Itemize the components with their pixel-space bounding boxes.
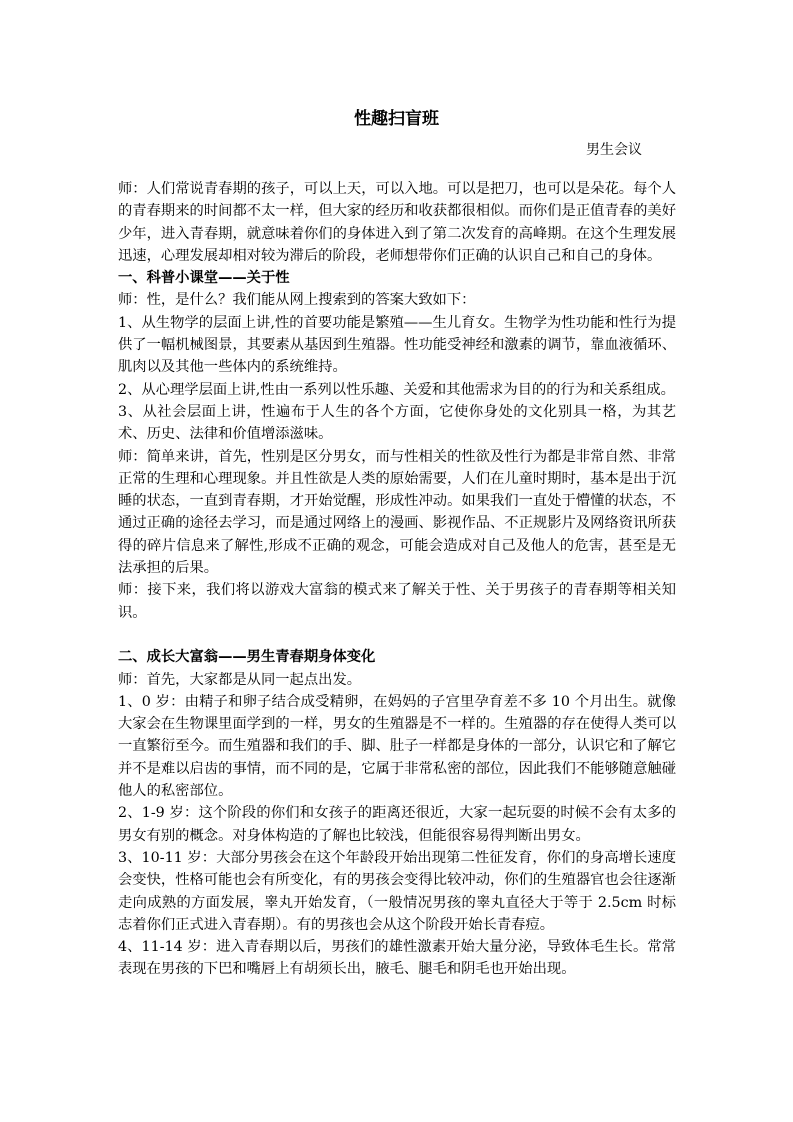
document-title: 性趣扫盲班 (354, 109, 439, 129)
document-body (118, 178, 676, 981)
intro-paragraph: 师：人们常说青春期的孩子，可以上天，可以入地。可以是把刀，也可以是朵花。每个人的青春期来的时间都不太一样，但大家的经历和收获都很相似。而你们是正值青春的美好少年，进入青春期，就意味着你们的身体进入到了第二次发育的高峰期。在这个生理发展迅速，心理发展却相对较为滞后的阶段，老师想带你们正确的认识自己和自己的身体。 (118, 181, 676, 264)
section-1-paragraph-6: 师：接下来，我们将以游戏大富翁的模式来了解关于性、关于男孩子的青春期等相关知识。 (118, 582, 676, 621)
section-1-paragraph-2: 1、从生物学的层面上讲,性的首要功能是繁殖——生儿育女。生物学为性功能和性行为提供了一幅机械图景，其要素从基因到生殖器。性功能受神经和激素的调节，靠血液循环、肌肉以及其他一些体内的系统维持。 (118, 314, 676, 376)
section-1-paragraph-4: 3、从社会层面上讲，性遍布于人生的各个方面，它使你身处的文化别具一格，为其艺术、历史、法律和价值增添滋味。 (118, 403, 676, 443)
section-2-paragraph-4: 3、10-11 岁：大部分男孩会在这个年龄段开始出现第二性征发育，你们的身高增长速度会变快，性格可能也会有所变化，有的男孩会变得比较冲动，你们的生殖器官也会往逐渐走向成熟的方面发展，睾丸开始发育，（一般情况男孩的睾丸直径大于等于 2.5cm 时标志着你们正式进入青春期）。有的男孩也会从这个阶段开始长青春痘。 (118, 849, 676, 933)
paragraph-spacer (118, 624, 676, 646)
section-2-paragraph-2: 1、0 岁：由精子和卵子结合成受精卵，在妈妈的子宫里孕育差不多 10 个月出生。就像大家会在生物课里面学到的一样，男女的生殖器是不一样的。生殖器的存在使得人类可以一直繁衍至今。而生殖器和我们的手、脚、肚子一样都是身体的一部分，认识它和了解它并不是难以启齿的事情，而不同的是，它属于非常私密的部位，因此我们不能够随意触碰他人的私密部位。 (118, 693, 676, 800)
section-2-paragraph-1: 师：首先，大家都是从同一起点出发。 (118, 671, 362, 688)
section-1-paragraph-1: 师：性，是什么？我们能从网上搜索到的答案大致如下： (118, 292, 476, 309)
section-1-paragraph-5: 师：简单来讲，首先，性别是区分男女，而与性相关的性欲及性行为都是非常自然、非常正常的生理和心理现象。并且性欲是人类的原始需要，人们在儿童时期时，基本是出于沉睡的状态，一直到青春期，才开始觉醒，形成性冲动。如果我们一直处于懵懂的状态，不通过正确的途径去学习，而是通过网络上的漫画、影视作品、不正规影片及网络资讯所获得的碎片信息来了解性,形成不正确的观念，可能会造成对自己及他人的危害，甚至是无法承担的后果。 (118, 448, 676, 577)
document-subtitle: 男生会议 (586, 142, 642, 158)
section-1-paragraph-3: 2、从心理学层面上讲,性由一系列以性乐趣、关爱和其他需求为目的的行为和关系组成。 (118, 381, 675, 398)
section-1-heading: 一、科普小课堂——关于性 (118, 270, 290, 287)
section-2-heading: 二、成长大富翁——男生青春期身体变化 (118, 649, 376, 666)
section-2-paragraph-3: 2、1-9 岁：这个阶段的你们和女孩子的距离还很近，大家一起玩耍的时候不会有太多的男女有别的概念。对身体构造的了解也比较浅，但能很容易得判断出男女。 (118, 805, 676, 844)
section-2-paragraph-5: 4、11-14 岁：进入青春期以后，男孩们的雄性激素开始大量分泌，导致体毛生长。常常表现在男孩的下巴和嘴唇上有胡须长出，腋毛、腿毛和阴毛也开始出现。 (118, 939, 676, 978)
